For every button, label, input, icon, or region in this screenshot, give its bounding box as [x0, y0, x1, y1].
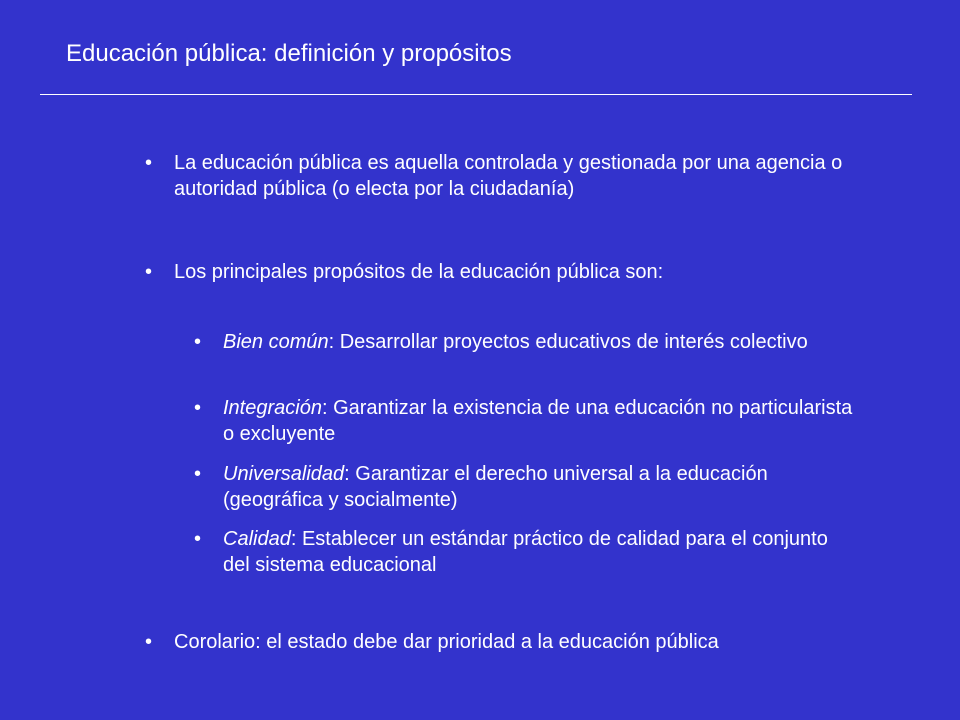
bullet-dot: •	[194, 331, 202, 353]
title-divider	[40, 94, 912, 95]
purpose-term: Integración	[223, 397, 322, 419]
purpose-text	[223, 526, 853, 578]
bullet-definition	[145, 150, 854, 202]
bullet-dot: •	[145, 152, 153, 174]
purpose-text	[223, 461, 853, 513]
bullet-dot: •	[145, 631, 153, 653]
bullet-text: Corolario: el estado debe dar prioridad a la educación pública	[174, 631, 719, 653]
purpose-description: : Desarrollar proyectos educativos de interés colectivo	[328, 331, 808, 353]
bullet-dot: •	[145, 261, 153, 283]
purpose-term: Bien común	[223, 331, 329, 353]
purpose-text	[223, 395, 853, 447]
bullet-purposes-intro	[145, 259, 854, 285]
bullet-text: La educación pública es aquella controlada y gestionada por una agencia o autoridad pública (o electa por la ciudadanía)	[174, 152, 843, 200]
bullet-text: Los principales propósitos de la educación pública son:	[174, 261, 664, 283]
purpose-description: : Establecer un estándar práctico de calidad para el conjunto del sistema educacional	[223, 528, 828, 576]
purpose-item-universalidad	[194, 461, 853, 513]
slide-title: Educación pública: definición y propósitos	[66, 40, 512, 67]
bullet-dot: •	[194, 397, 202, 419]
purpose-term: Calidad	[223, 528, 291, 550]
purpose-term: Universalidad	[223, 463, 345, 485]
purpose-text	[223, 329, 853, 355]
bullet-dot: •	[194, 528, 202, 550]
purpose-description: : Garantizar el derecho universal a la educación (geográfica y socialmente)	[223, 463, 768, 511]
purpose-description: : Garantizar la existencia de una educación no particularista o excluyente	[223, 397, 853, 445]
purpose-item-bien-comun	[194, 329, 853, 355]
bullet-dot: •	[194, 463, 202, 485]
bullet-corollary	[145, 629, 854, 655]
purpose-item-calidad	[194, 526, 853, 578]
purpose-item-integracion	[194, 395, 853, 447]
